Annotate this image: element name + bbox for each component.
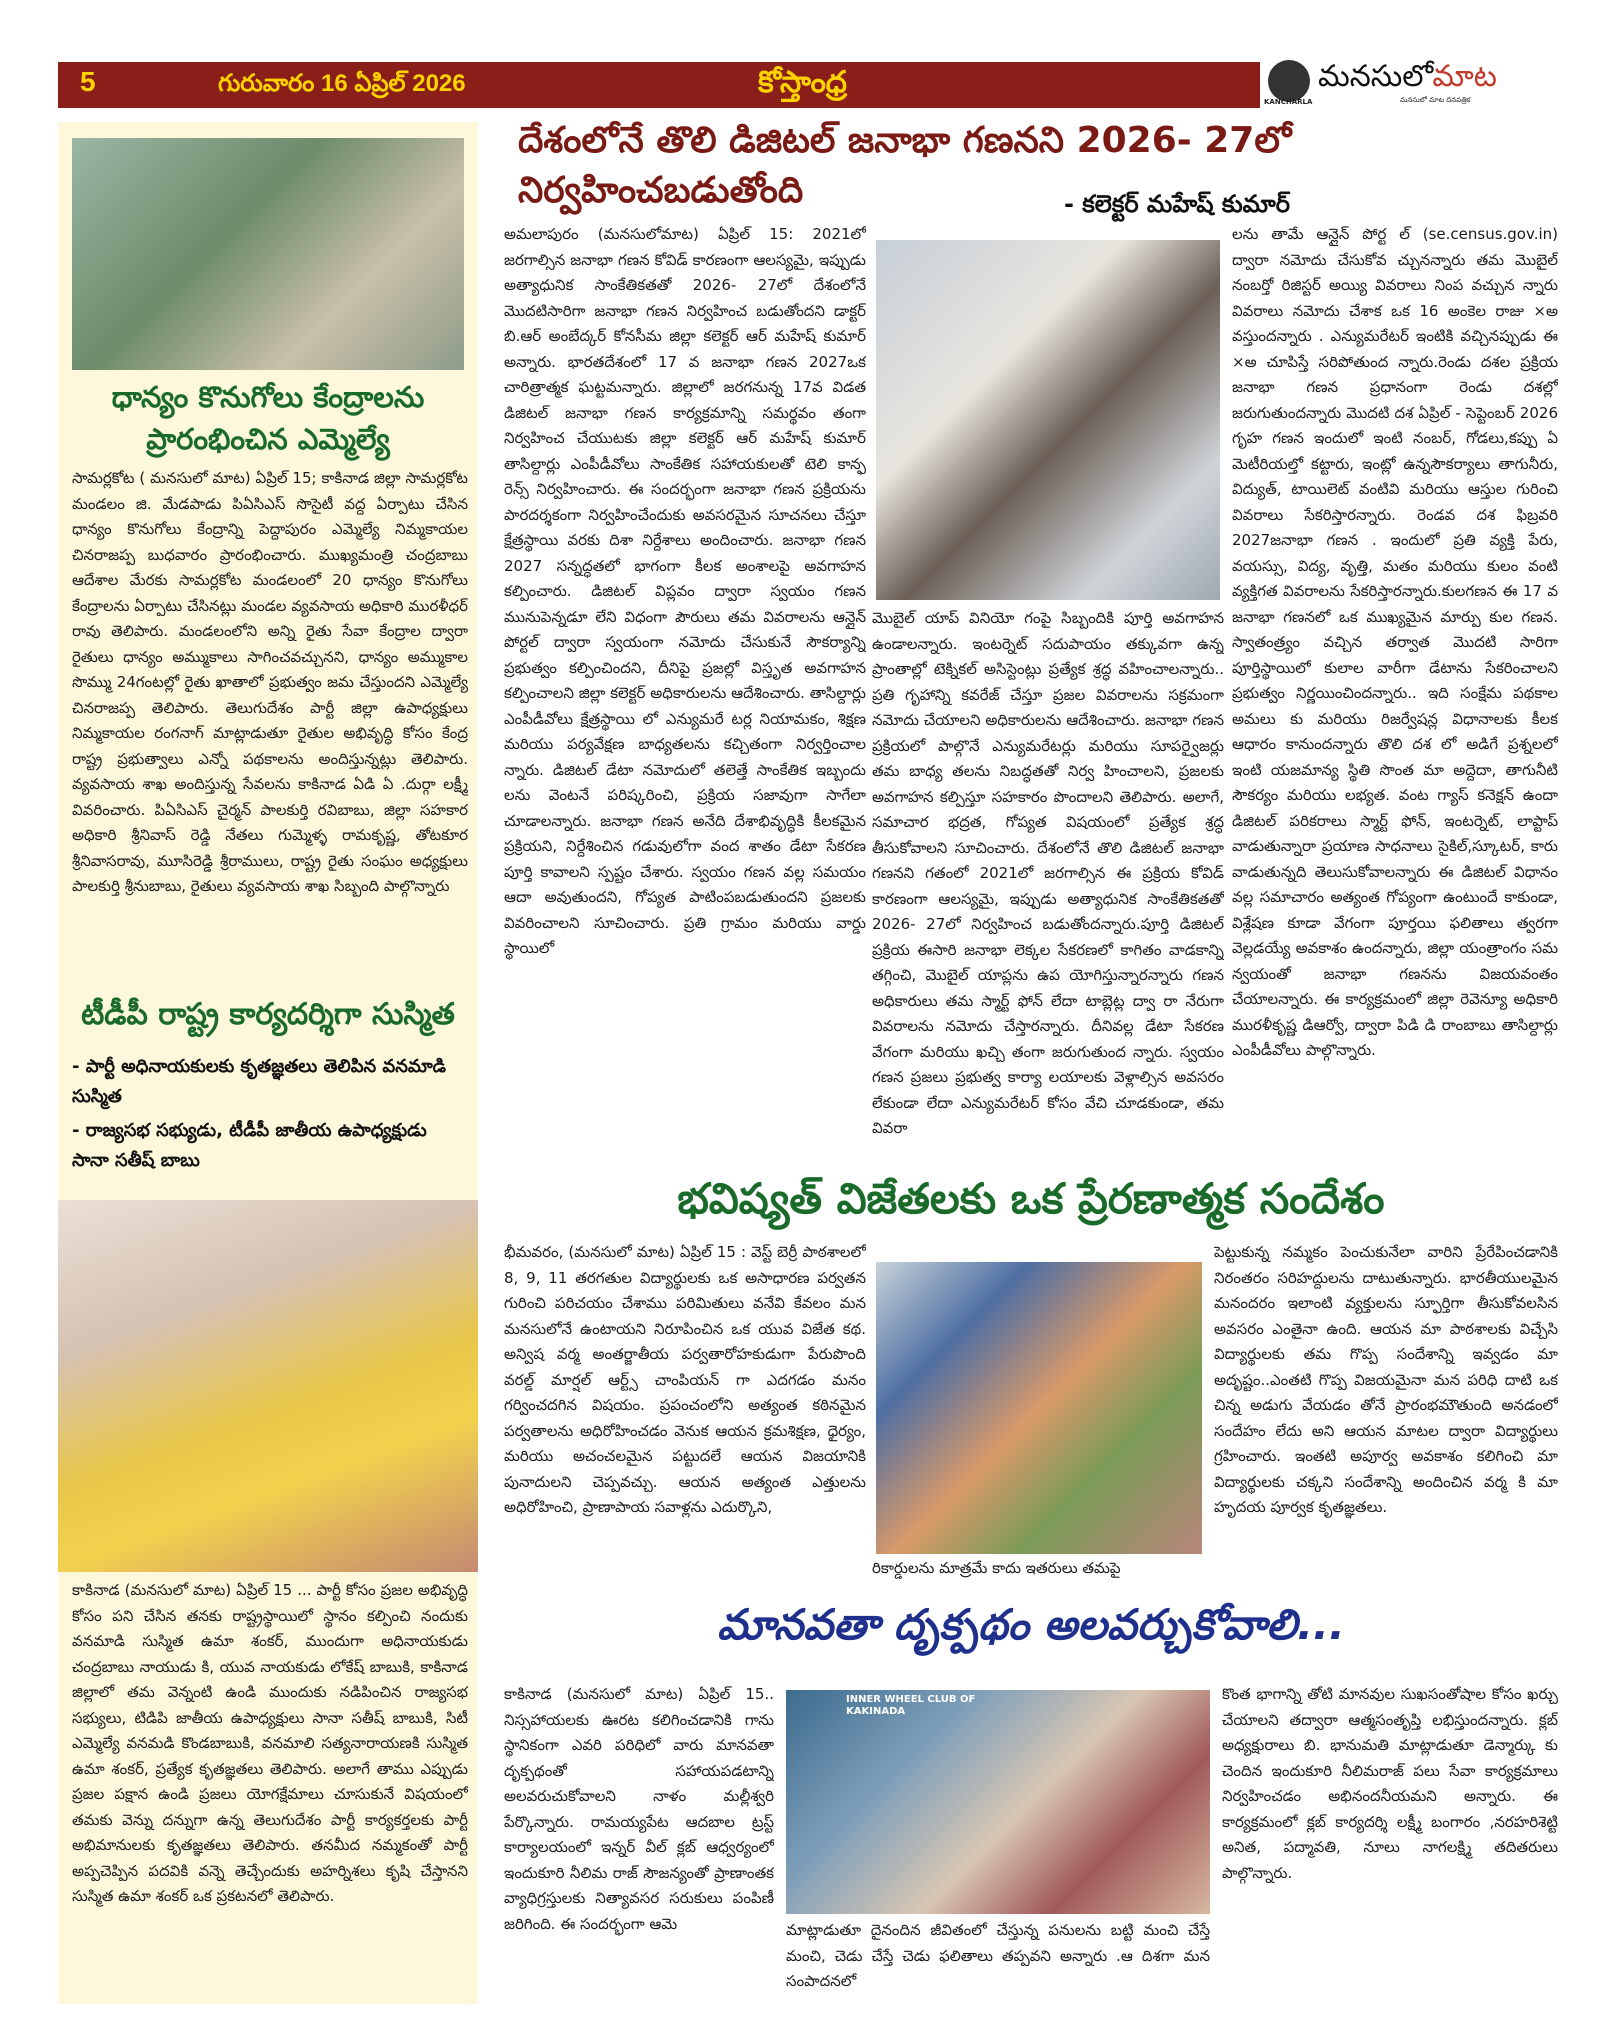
left-story-1: సామర్లకోట ( మనసులో మాట) ఏప్రిల్ 15; కాకినాడ జిల్లా సామర్లకోట మండలం జి. మేడపాడు పిఏసిఎస్ సొసైటీ వద్ద ఏర్పాటు చేసిన ధాన్యం కొనుగోలు కేంద్రాన్ని పెద్దాపురం ఎమ్మెల్యే నిమ్మకాయల చినరాజప్ప బుధవారం ప్రారంభించారు. ముఖ్యమంత్రి చంద్రబాబు ఆదేశాల మేరకు సామర్లకోట మండలంలో 20 ధాన్యం కొనుగోలు కేంద్రాలను ఏర్పాటు చేసినట్లు మండల వ్యవసాయ అధికారి మురళీధర్ రావు తెలిపారు. మండలంలోని అన్ని రైతు సేవా కేంద్రాల ద్వారా రైతులు ధాన్యం అమ్ముకాలు సాగించవచ్చునని, ధాన్యం అమ్ముకాల సొమ్ము 24గంటల్లో రైతు ఖాతాలో ప్రభుత్వం జమ చేస్తుందని ఎమ్మెల్యే చినరాజప్ప తెలిపారు. తెలుగుదేశం పార్టీ జిల్లా ఉపాధ్యక్షులు నిమ్మకాయల రంగనాగ్ మాట్లాడుతూ రైతుల అభివృద్ధి కోసం కేంద్ర రాష్ట్ర ప్రభుత్వాలు ఎన్నో పథకాలను అందిస్తున్నట్లు తెలిపారు. వ్యవసాయ శాఖ అందిస్తున్న సేవలను కాకినాడ ఏడి ఏ .దుర్గా లక్ష్మీ వివరించారు. పిఏసిఎస్ చైర్మన్ పాలకుర్తి రవిబాబు, జిల్లా సహకార అధికారి శ్రీనివాస్ రెడ్డి నేతలు గుమ్మెళ్ళ రామకృష్ణ, తోటకూర శ్రీనివాసరావు, మూసిరెడ్డి శ్రీరాములు, రాష్ట్ర రైతు సంఘం అధ్యక్షులు పాలకుర్తి శ్రీనుబాబు, రైతులు వ్యవసాయ శాఖ సిబ్బంది పాల్గొన్నారు [72, 469, 468, 895]
left-bullets [72, 1052, 468, 1176]
inner-wheel-banner-text: INNER WHEEL CLUB OF KAKINADA [846, 1694, 976, 1717]
inner-wheel-photo [786, 1690, 1210, 1914]
main2-caption: రికార్డులను మాత్రమే కాదు ఇతరులు తమపై [872, 1559, 1121, 1577]
main1-column-2: మొబైల్ యాప్ వినియో గంపై సిబ్బందికి పూర్తి అవగాహన ఉండాలన్నారు. ఇంటర్నెట్ సదుపాయం తక్కువగా ఉన్న ప్రాంతాల్లో టెక్నికల్ అసిస్టెంట్లు ప్రత్యేక శ్రద్ధ వహించాలన్నారు.. ప్రతి గృహాన్ని కవరేజ్ చేస్తూ ప్రజల వివరాలను సక్రమంగా నమోదు చేయాలని అధికారులను ఆదేశించారు. జనాభా గణన ప్రక్రియలో పాల్గొనే ఎన్యుమరేటర్లు మరియు సూపర్వైజర్లు తమ బాధ్య తలను నిబద్ధతతో నిర్వ హించాలని, ప్రజలకు అవగాహన కల్పిస్తూ సహకారం పొందాలని తెలిపారు. అలాగే, సమాచార భద్రత, గోప్యత విషయంలో ప్రత్యేక శ్రద్ధ తీసుకోవాలని సూచించారు. దేశంలోనే తొలి డిజిటల్ జనాభా గణనని గతంలో 2021లో జరగాల్సిన ఈ ప్రక్రియ కోవిడ్ కారణంగా ఆలస్యమై, ఇప్పుడు అత్యాధునిక సాంకేతికతతో 2026- 27లో నిర్వహించ బడుతోందన్నారు.పూర్తి డిజిటల్ ప్రక్రియ ఈసారి జనాభా లెక్కల సేకరణలో కాగితం వాడకాన్ని తగ్గించి, మొబైల్ యాప్లను ఉప యోగిస్తున్నారన్నారు గణన అధికారులు తమ స్మార్ట్ ఫోన్ లేదా టాబ్లెట్ల ద్వా రా నేరుగా వివరాలను నమోదు చేస్తారన్నారు. దీనివల్ల డేటా సేకరణ వేగంగా మరియు ఖచ్చి తంగా జరుగుతుంద న్నారు. స్వయం గణన ప్రజలు ప్రభుత్వ కార్యా లయాలకు వెళ్లాల్సిన అవసరం లేకుండా లేదా ఎన్యుమరేటర్ కోసం వేచి చూడకుండా, తమ వివరా [872, 609, 1224, 1137]
school-photo [876, 1262, 1202, 1554]
main-byline-1: - కలెక్టర్ మహేష్ కుమార్ [1063, 190, 1290, 218]
left-headline-2: టీడీపీ రాష్ట్ర కార్యదర్శిగా సుస్మిత [81, 997, 455, 1032]
susmitha-photo [58, 1200, 478, 1572]
brand-logo [1260, 58, 1560, 110]
brand-name: మనసులోమాట [1318, 60, 1497, 93]
left-story-2: కాకినాడ (మనసులో మాట) ఏప్రిల్ 15 ... పార్టీ కోసం ప్రజల అభివృద్ధి కోసం పని చేసిన తనకు రాష్ట్రస్థాయిలో స్థానం కల్పించి నందుకు వనమాడి సుస్మిత ఉమా శంకర్, ముందుగా అధినాయకుడు చంద్రబాబు నాయుడు కి, యువ నాయకుడు లోకేష్ బాబుకి, కాకినాడ జిల్లాలో తమ వెన్నంటి ఉండి ముందుకు నడిపించిన రాజ్యసభ సభ్యులు, టిడిపి జాతీయ ఉపాధ్యక్షులు సానా సతీష్ బాబుకి, సిటీ ఎమ్మెల్యే వనమడి కొండబాబుకి, వనమాలి సత్యనారాయణకి సుస్మిత ఉమా శంకర్, ప్రత్యేక కృతజ్ఞతలు తెలిపారు. అలాగే తాము ఎప్పుడు ప్రజల పక్షాన ఉండి ప్రజలు యోగక్షేమాలు చూసుకునే విషయంలో తమకు వెన్ను దన్నుగా ఉన్న తెలుగుదేశం పార్టీ కార్యకర్తలకు పార్టీ అభిమానులకు కృతజ్ఞతలు తెలిపారు. తనమీద నమ్మకంతో పార్టీ అప్పచెప్పిన పదవికి వన్నె తెచ్చేందుకు అహర్నిశలు కృషి చేస్తానని సుస్మిత ఉమా శంకర్ ఒక ప్రకటనలో తెలిపారు. [72, 1581, 468, 1905]
main1-column-1: అమలాపురం (మనసులోమాట) ఏప్రిల్ 15: 2021లో జరగాల్సిన జనాభా గణన కోవిడ్ కారణంగా ఆలస్యమై, ఇప్పుడు అత్యాధునిక సాంకేతికతతో 2026- 27లో దేశంలోనే మొదటిసారిగా జనాభా గణన నిర్వహించ బడుతోందని డాక్టర్ బి.ఆర్ అంబేద్కర్ కోనసీమ జిల్లా కలెక్టర్ ఆర్ మహేష్ కుమార్ అన్నారు. భారతదేశంలో 17 వ జనాభా గణన 2027ఒక చారిత్రాత్మక ఘట్టమన్నారు. జిల్లాలో జరగనున్న 17వ విడత డిజిటల్ జనాభా గణన కార్యక్రమాన్ని సమర్థవం తంగా నిర్వహించ చేయుటకు జిల్లా కలెక్టర్ ఆర్ మహేష్ కుమార్ తాసిల్దార్లు ఎంపీడీవోలు సాంకేతిక సహాయకులతో టెలి కాన్ఫ రెన్స్ నిర్వహించారు. ఈ సందర్భంగా జనాభా గణన ప్రక్రియను పారదర్శకంగా నిర్వహించేందుకు అవసరమైన సూచనలు చేస్తూ క్షేత్రస్థాయి వరకు దిశా నిర్దేశాలు అందించారు. జనాభా గణన 2027 సన్నద్ధతలో భాగంగా కీలక అంశాలపై అవగాహన కల్పించారు. డిజిటల్ విప్లవం ద్వారా స్వయం గణన మునుపెన్నడూ లేని విధంగా పౌరులు తమ వివరాలను ఆన్లైన్ పోర్టల్ ద్వారా స్వయంగా నమోదు చేసుకునే సౌకర్యాన్ని ప్రభుత్వం కల్పించిందని, దీనిపై ప్రజల్లో విస్తృత అవగాహన కల్పించాలని జిల్లా కలెక్టర్ అధికారులను ఆదేశించారు. తాసిల్దార్లు ఎంపీడీవోలు క్షేత్రస్థాయి లో ఎన్యుమరే టర్ల నియామకం, శిక్షణ మరియు పర్యవేక్షణ బాధ్యతలను కచ్చితంగా నిర్వర్తించాల న్నారు. డిజిటల్ డేటా నమోదులో తలెత్తే సాంకేతిక ఇబ్బందు లను వెంటనే పరిష్కరించి, ప్రక్రియ సజావుగా సాగేలా చూడాలన్నారు. జనాభా గణన అనేది దేశాభివృద్ధికి కీలకమైన ప్రక్రియని, నిర్దేశించిన గడువులోగా వంద శాతం డేటా సేకరణ పూర్తి కావాలని స్పష్టం చేశారు. స్వయం గణన వల్ల సమయం ఆదా అవుతుందని, గోప్యత పాటింపబడుతుందని ప్రజలకు వివరించాలని సూచించారు. ప్రతి గ్రామం మరియు వార్డు స్థాయిలో [504, 225, 866, 957]
brand-tag: KANCHARLA [1264, 98, 1313, 106]
main-headline-1: దేశంలోనే తొలి డిజిటల్ జనాభా గణనని 2026- 27లో నిర్వహించబడుతోంది [518, 120, 1292, 211]
founder-portrait-icon [1268, 60, 1310, 102]
paddy-centre-photo [72, 138, 464, 370]
issue-date: గురువారం 16 ఏప్రిల్ 2026 [218, 70, 466, 97]
collector-photo [876, 240, 1220, 600]
bullet-item-1: - పార్టీ అధినాయకులకు కృతజ్ఞతలు తెలిపిన వనమాడి సుస్మిత [72, 1056, 446, 1107]
section-name: కోస్తాంధ్ర [758, 66, 847, 99]
main-headline-3: మానవతా దృక్పథం అలవర్చుకోవాలి... [717, 1600, 1345, 1649]
main1-column-3: లను తామే ఆన్లైన్ పోర్ట ల్ (se.census.gov.in) ద్వారా నమోదు చేసుకోవ చ్చునన్నారు తమ మొబైల్ నంబర్తో రిజిస్టర్ అయ్యి వివరాలు నింప వచ్చున న్నారు వివరాలు నమోదు చేశాక ఒక 16 అంకెల రాజు ×అ వస్తుందన్నారు . ఎన్యుమరేటర్ ఇంటికి వచ్చినప్పుడు ఈ ×అ చూపిస్తే సరిపోతుంద న్నారు.రెండు దశల ప్రక్రియ జనాభా గణన ప్రధానంగా రెండు దశల్లో జరుగుతుందన్నారు మొదటి దశ ఏప్రిల్ - సెప్టెంబర్ 2026 గృహ గణన ఇందులో ఇంటి నంబర్, గోడలు,కప్పు ఏ మెటీరియల్తో కట్టారు, ఇంట్లో ఉన్నసౌకర్యాలు తాగునీరు, విద్యుత్, టాయిలెట్ వంటివి మరియు ఆస్తుల గురించి వివరాలు సేకరిస్తారన్నారు. రెండవ దశ ఫిబ్రవరి 2027జనాభా గణన . ఇందులో ప్రతి వ్యక్తి పేరు, వయస్సు, విద్య, వృత్తి, మతం మరియు కులం వంటి వ్యక్తిగత వివరాలను సేకరిస్తారన్నారు.కులగణన ఈ 17 వ జనాభా గణనలో ఒక ముఖ్యమైన మార్పు కుల గణన. స్వాతంత్ర్యం వచ్చిన తర్వాత మొదటి సారిగా పూర్తిస్థాయిలో కులాల వారీగా డేటాను సేకరించాలని ప్రభుత్వం నిర్ణయించిందన్నారు.. ఇది సంక్షేమ పథకాల అమలు కు మరియు రిజర్వేషన్ల విధానాలకు కీలక ఆధారం కానుందన్నారు తొలి దశ లో అడిగే ప్రశ్నలలో ఇంటి యజమాన్య స్థితి సొంత మా అద్దెదా, తాగునీటి సౌకర్యం మరియు లభ్యత. వంట గ్యాస్ కనెక్షన్ ఉందా డిజిటల్ పరికరాలు స్మార్ట్ ఫోన్, ఇంటర్నెట్, లాప్టాప్ వాడుతున్నారా ప్రయాణ సాధనాలు సైకిల్,స్కూటర్, కారు వాడుతున్నది తెలుసుకోవాలన్నారు ఈ డిజిటల్ విధానం వల్ల సమాచారం అత్యంత గోప్యంగా ఉంటుందే కాకుండా, విశ్లేషణ కూడా వేగంగా పూర్తయి ఫలితాలు త్వరగా వెల్లడయ్యే అవకాశం ఉందన్నారు, జిల్లా యంత్రాంగం సమ న్వయంతో జనాభా గణనను విజయవంతం చేయాలన్నారు. ఈ కార్యక్రమంలో జిల్లా రెవెన్యూ అధికారి మురళీకృష్ణ డిఆర్వో, ద్వారా పిడి డి రాంబాబు తాసిల్దార్లు ఎంపీడీవోలు పాల్గొన్నారు. [1232, 225, 1558, 1059]
main3-column-1: కాకినాడ (మనసులో మాట) ఏప్రిల్ 15.. నిస్సహాయలకు ఊరట కలిగించడానికి గాను స్థానికంగా ఎవరి పరిధిలో వారు మానవతా దృక్పథంతో సహాయపడటాన్ని అలవరుచుకోవాలని నాళం మల్లీశ్వరి పేర్కొన్నారు. రామయ్యపేట ఆదబాల ట్రస్ట్ కార్యాలయంలో ఇన్నర్ వీల్ క్లబ్ ఆధ్వర్యంలో ఇందుకూరి నీలిమ రాజ్ సౌజన్యంతో ప్రాణాంతక వ్యాధిగ్రస్తులకు నిత్యావసర సరుకులు పంపిణీ జరిగింది. ఈ సందర్భంగా ఆమె [504, 1685, 774, 1933]
main-headline-2: భవిష్యత్ విజేతలకు ఒక ప్రేరణాత్మక సందేశం [677, 1174, 1385, 1223]
main2-column-1: భీమవరం, (మనసులో మాట) ఏప్రిల్ 15 : వెస్ట్ బెర్రీ పాఠశాలలో 8, 9, 11 తరగతుల విద్యార్థులకు ఒక అసాధారణ పర్వతన గురించి పరిచయం చేశాము పరిమితులు వనేవి కేవలం మన మనసులోనే ఉంటాయని నిరూపించిన ఒక యువ విజేత కథ. అన్విష వర్మ అంతర్జాతీయ పర్వతారోహకుడుగా పేరుపొంది వరల్డ్ మార్షల్ ఆర్ట్స్ చాంపియన్ గా ఎదగడం మనం గర్వించదగిన విషయం. ప్రపంచంలోని అత్యంత కఠినమైన పర్వతాలను అధిరోహించడం వెనుక ఆయన క్రమశిక్షణ, ధైర్యం, మరియు అచంచలమైన పట్టుదలే ఆయన విజయానికి పునాదులని చెప్పవచ్చు. ఆయన అత్యంత ఎత్తులను అధిరోహించి, ప్రాణాపాయ సవాళ్లను ఎదుర్కొని, [504, 1243, 866, 1516]
brand-subtitle: మనసులో మాట దినపత్రిక [1400, 96, 1471, 104]
main3-caption: మాట్లాడుతూ దైనందిన జీవితంలో చేస్తున్న పనులను బట్టి మంచి చేస్తే మంచి, చెడు చేస్తే చెడు ఫలితాలు తప్పవని అన్నారు .ఆ దిశగా మన సంపాదనలో [786, 1921, 1210, 1990]
page-number: 5 [80, 66, 96, 97]
bullet-item-2: - రాజ్యసభ సభ్యుడు, టీడీపీ జాతీయ ఉపాధ్యక్షుడు సానా సతీష్ బాబు [72, 1120, 427, 1171]
main3-column-3: కొంత భాగాన్ని తోటి మానవుల సుఖసంతోషాల కోసం ఖర్చు చేయాలని తద్వారా ఆత్మసంతృప్తి లభిస్తుందన్నారు. క్లబ్ అధ్యక్షురాలు బి. భానుమతి మాట్లాడుతూ డెన్మార్కు కు చెందిన ఇందుకూరి నీలిమరాజ్ పలు సేవా కార్యక్రమాలు నిర్వహించడం అభినందనీయమని అన్నారు. ఈ కార్యక్రమంలో క్లబ్ కార్యదర్శి లక్ష్మీ బంగారం ,నరహరిశెట్టి అనిత, పద్మావతి, నూలు నాగలక్ష్మి తదితరులు పాల్గొన్నారు. [1222, 1685, 1558, 1882]
left-headline-1: ధాన్యం కొనుగోలు కేంద్రాలను ప్రారంభించిన ఎమ్మెల్యే [111, 380, 425, 456]
main2-column-3: పెట్టుకున్న నమ్మకం పెంచుకునేలా వారిని ప్రేరేపించడానికి నిరంతరం సరిహద్దులను దాటుతున్నారు. భారతీయులమైన మనందరం ఇలాంటి వ్యక్తులను స్ఫూర్తిగా తీసుకోవలసిన అవసరం ఎంతైనా ఉంది. ఆయన మా పాఠశాలకు విచ్చేసి విద్యార్థులకు తమ గొప్ప సందేశాన్ని ఇవ్వడం మా అదృష్టం..ఎంతటి గొప్ప విజయమైనా మన పరిధి దాటి ఒక చిన్న అడుగు వేయడం తోనే ప్రారంభమౌతుంది అనడంలో సందేహం లేదు అని ఆయన మాటల ద్వారా విద్యార్థులు గ్రహించారు. ఇంతటి అపూర్వ అవకాశం కలిగించి మా విద్యార్థులకు చక్కని సందేశాన్ని అందించిన వర్మ కి మా హృదయ పూర్వక కృతజ్ఞతలు. [1214, 1243, 1558, 1516]
